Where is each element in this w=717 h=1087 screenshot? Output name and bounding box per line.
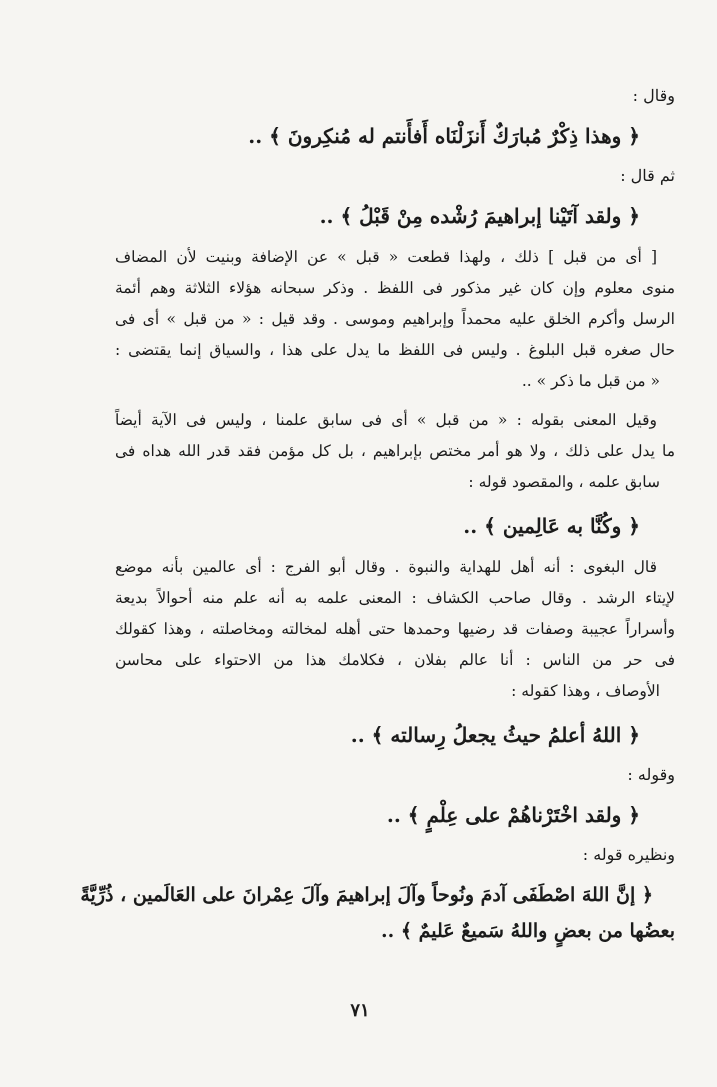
paragraph-line: الرسل وأكرم الخلق عليه محمداً وإبراهيم وموسى . وقد قيل : « من قبل » أى فى xyxy=(115,310,675,328)
paragraph-line: « من قبل ما ذكر » .. xyxy=(521,372,660,390)
quran-verse: ﴿ وهذا ذِكْرٌ مُبارَكٌ أَنزَلْنَاه أَفأَنتم له مُنكِرونَ ﴾ .. xyxy=(248,124,640,148)
quran-verse: ﴿ ولقد اخْتَرْناهُمْ على عِلْمٍ ﴾ .. xyxy=(386,803,640,827)
paragraph-commentary-3 xyxy=(115,552,675,707)
text-line: ثم قال : xyxy=(620,166,675,185)
text-line: وقال : xyxy=(632,86,675,105)
quran-verse-long xyxy=(80,877,675,949)
paragraph-commentary-2 xyxy=(115,405,675,498)
paragraph-line: وقيل المعنى بقوله : « من قبل » أى فى سابق علمنا ، وليس فى الآية أيضاً xyxy=(115,411,657,429)
paragraph-line: [ أى من قبل ] ذلك ، ولهذا قطعت « قبل » عن الإضافة وبنيت لأن المضاف xyxy=(115,248,657,266)
quran-verse: ﴿ ولقد آتَيْنا إبراهيمَ رُشْده مِنْ قَبْلُ ﴾ .. xyxy=(319,204,640,228)
quran-verse: ﴿ وكُنَّا به عَالِمين ﴾ .. xyxy=(463,514,640,538)
paragraph-line: قال البغوى : أنه أهل للهداية والنبوة . وقال أبو الفرج : أى عالمين بأنه موضع xyxy=(115,558,657,576)
page-number: ٧١ xyxy=(350,1000,370,1021)
page-content xyxy=(80,80,675,949)
paragraph-line: فى حر من الناس : أنا عالم بفلان ، فكلامك هذا من الاحتواء على محاسن xyxy=(115,651,675,669)
verse-line: بعضُها من بعضٍ واللهُ سَميعٌ عَليمٌ ﴾ .. xyxy=(381,920,675,942)
paragraph-line: لإيتاء الرشد . وقال صاحب الكشاف : المعنى علمه به أنه علم منه أحوالاً بديعة xyxy=(115,589,675,607)
paragraph-line: منوى معلوم وإن كان غير مذكور فى اللفظ . وذكر سبحانه هؤلاء الثلاثة وهم أئمة xyxy=(115,279,675,297)
paragraph-line: وأسراراً عجيبة وصفات قد رضيها وحمدها حتى أهله لمخالته ومخاصلته ، وهذا كقولك xyxy=(115,620,675,638)
verse-line: ﴿ إنَّ اللهَ اصْطَفَى آدمَ ونُوحاً وآلَ إبراهيمَ وآلَ عِمْرانَ على العَالَمين ، ذُرِّيَّةً xyxy=(80,884,653,906)
paragraph-commentary-1 xyxy=(115,242,675,397)
paragraph-line: ما يدل على ذلك ، ولا هو أمر مختص بإبراهيم ، بل كل مؤمن فقد قدر الله هداه فى xyxy=(115,442,675,460)
paragraph-line: حال صغره قبل البلوغ . وليس فى اللفظ ما يدل على هذا ، والسياق إنما يقتضى : xyxy=(115,341,675,359)
text-line: ونظيره قوله : xyxy=(582,845,675,864)
paragraph-line: الأوصاف ، وهذا كقوله : xyxy=(511,682,660,700)
paragraph-line: سابق علمه ، والمقصود قوله : xyxy=(468,473,660,491)
quran-verse: ﴿ اللهُ أعلمُ حيثُ يجعلُ رِسالته ﴾ .. xyxy=(350,723,640,747)
text-line: وقوله : xyxy=(627,765,675,784)
